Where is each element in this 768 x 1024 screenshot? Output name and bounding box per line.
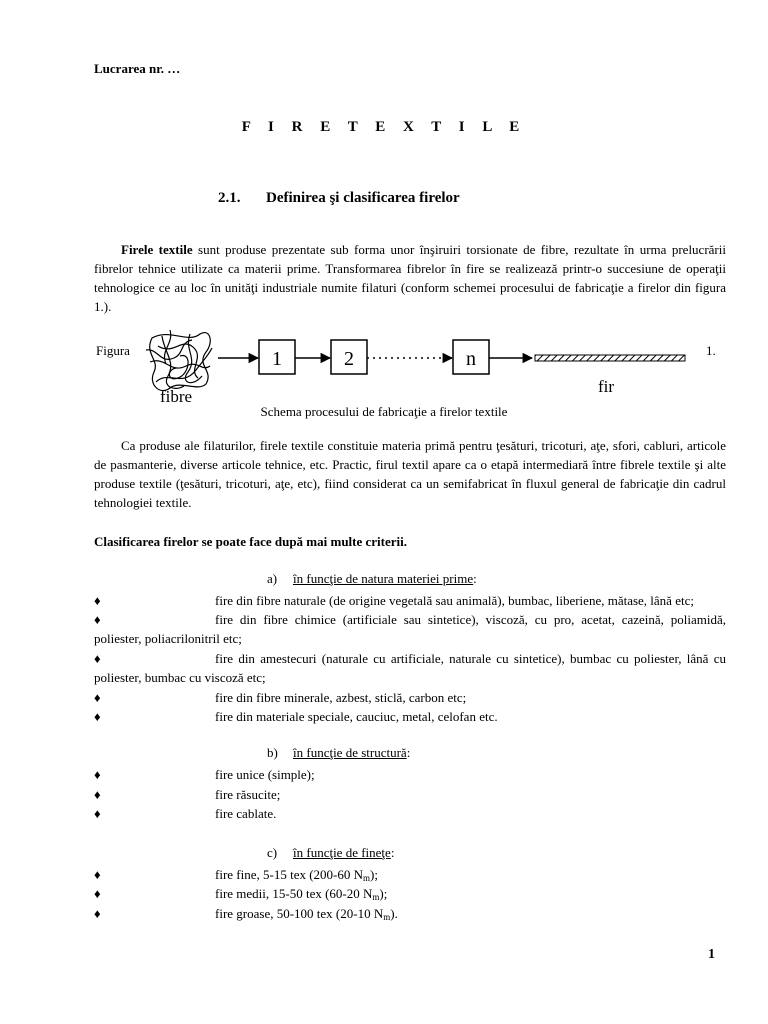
criterion-c-heading bbox=[267, 845, 394, 861]
list-item-text: fire cablate. bbox=[215, 806, 277, 821]
fibre-tangle bbox=[146, 330, 212, 391]
diamond-bullet-icon: ♦ bbox=[94, 867, 101, 882]
fir-label: fir bbox=[598, 377, 615, 396]
list-item-text: fire groase, 50-100 tex (20-10 $N_m$). bbox=[215, 906, 398, 922]
fibre-label: fibre bbox=[160, 387, 193, 406]
process-diagram bbox=[140, 326, 700, 406]
list-item bbox=[94, 785, 726, 804]
process-box-n-label: n bbox=[466, 348, 476, 370]
diamond-bullet-icon: ♦ bbox=[94, 767, 101, 782]
list-item-text: fire din materiale speciale, cauciuc, metal, celofan etc. bbox=[215, 709, 498, 724]
page-title: F I R E T E X T I L E bbox=[241, 119, 527, 135]
criterion-b-title: în funcţie de structură bbox=[293, 745, 407, 760]
list-item bbox=[94, 707, 726, 726]
criterion-b-letter: b) bbox=[267, 745, 278, 760]
diamond-bullet-icon: ♦ bbox=[94, 787, 101, 802]
criterion-c-letter: c) bbox=[267, 845, 278, 860]
figure-label-left: Figura bbox=[96, 343, 130, 358]
diamond-bullet-icon: ♦ bbox=[94, 906, 101, 921]
list-item bbox=[94, 765, 726, 784]
yarn-hatched-bar bbox=[535, 355, 685, 361]
criterion-c-title: în funcţie de fineţe bbox=[293, 845, 391, 860]
criterion-b-suffix: : bbox=[406, 745, 411, 760]
criterion-a-letter: a) bbox=[267, 571, 278, 586]
diamond-bullet-icon: ♦ bbox=[94, 806, 101, 821]
page-number: 1 bbox=[708, 947, 715, 962]
figure-label-right: 1. bbox=[706, 343, 716, 358]
criterion-b-heading bbox=[267, 745, 410, 761]
list-item-text: fire fine, 5-15 tex (200-60 $N_m$); bbox=[215, 867, 378, 883]
list-item-text: fire răsucite; bbox=[215, 787, 281, 802]
list-item-text: fire din fibre minerale, azbest, sticlă, carbon etc; bbox=[215, 690, 467, 705]
list-item bbox=[94, 804, 726, 823]
list-item bbox=[94, 688, 726, 707]
section-heading bbox=[218, 190, 460, 207]
diamond-bullet-icon: ♦ bbox=[94, 612, 101, 627]
document-header: Lucrarea nr. … bbox=[94, 61, 181, 76]
list-item-text: fire medii, 15-50 tex (60-20 $N_m$); bbox=[215, 886, 388, 902]
intro-paragraph bbox=[94, 240, 726, 316]
diamond-bullet-icon: ♦ bbox=[94, 690, 101, 705]
process-box-1-label: 1 bbox=[272, 348, 282, 370]
section-title: Definirea şi clasificarea firelor bbox=[266, 190, 460, 206]
criterion-a-suffix: : bbox=[473, 571, 477, 586]
list-item bbox=[94, 591, 726, 610]
section-number: 2.1. bbox=[218, 190, 241, 206]
criterion-c-suffix: : bbox=[390, 845, 395, 860]
list-item-text: fire din fibre naturale (de origine vegetală sau animală), bumbac, liberiene, mătase, lână etc; bbox=[215, 593, 694, 608]
list-item-text: fire din fibre chimice (artificiale sau sintetice), viscoză, cu pro, acetat, cazeină, poliamidă, poliester, poliacrilonitril etc; bbox=[94, 612, 726, 646]
process-box-2-label: 2 bbox=[344, 348, 354, 370]
intro-text: sunt produse prezentate sub forma unor înşiruiri torsionate de fibre, rezultate în urma prelucrării fibrelor tehnice utilizate ca materii prime. Transformarea fibrelor în fire se realizează printr-o succesiune de operaţii tehnologice ce au loc în unităţi industriale numite filaturi (conform schemei procesului de fabricaţie a firelor din figura 1.). bbox=[94, 242, 726, 314]
list-item bbox=[94, 904, 726, 927]
figure-caption: Schema procesului de fabricaţie a firelor textile bbox=[260, 404, 508, 419]
paragraph-2-text: Ca produse ale filaturilor, firele textile constituie materia primă pentru ţesături, tricoturi, aţe, sfori, cabluri, articole de pasmanterie, diverse articole tehnice, etc. Practic, firul textil apare ca o etapă intermediară între fibrele textile şi alte produse textile (ţesături, tricoturi, aţe, etc), fiind considerat ca un semifabricat în fluxul general de fabricaţie din cadrul tehnologiei textile. bbox=[94, 438, 726, 510]
list-item bbox=[94, 649, 726, 687]
list-item bbox=[94, 610, 726, 648]
list-item-text: fire din amestecuri (naturale cu artificiale, naturale cu sintetice), bumbac cu poliester, lână cu poliester, bumbac cu viscoză etc; bbox=[94, 651, 726, 685]
intro-bold-lead: Firele textile bbox=[121, 242, 193, 257]
list-item-text: fire unice (simple); bbox=[215, 767, 315, 782]
criterion-a-title: în funcţie de natura materiei prime bbox=[293, 571, 474, 586]
diamond-bullet-icon: ♦ bbox=[94, 886, 101, 901]
diamond-bullet-icon: ♦ bbox=[94, 709, 101, 724]
diamond-bullet-icon: ♦ bbox=[94, 651, 101, 666]
classification-heading: Clasificarea firelor se poate face după mai multe criterii. bbox=[94, 534, 408, 549]
paragraph-2 bbox=[94, 436, 726, 512]
diamond-bullet-icon: ♦ bbox=[94, 593, 101, 608]
criterion-a-heading bbox=[267, 571, 477, 587]
